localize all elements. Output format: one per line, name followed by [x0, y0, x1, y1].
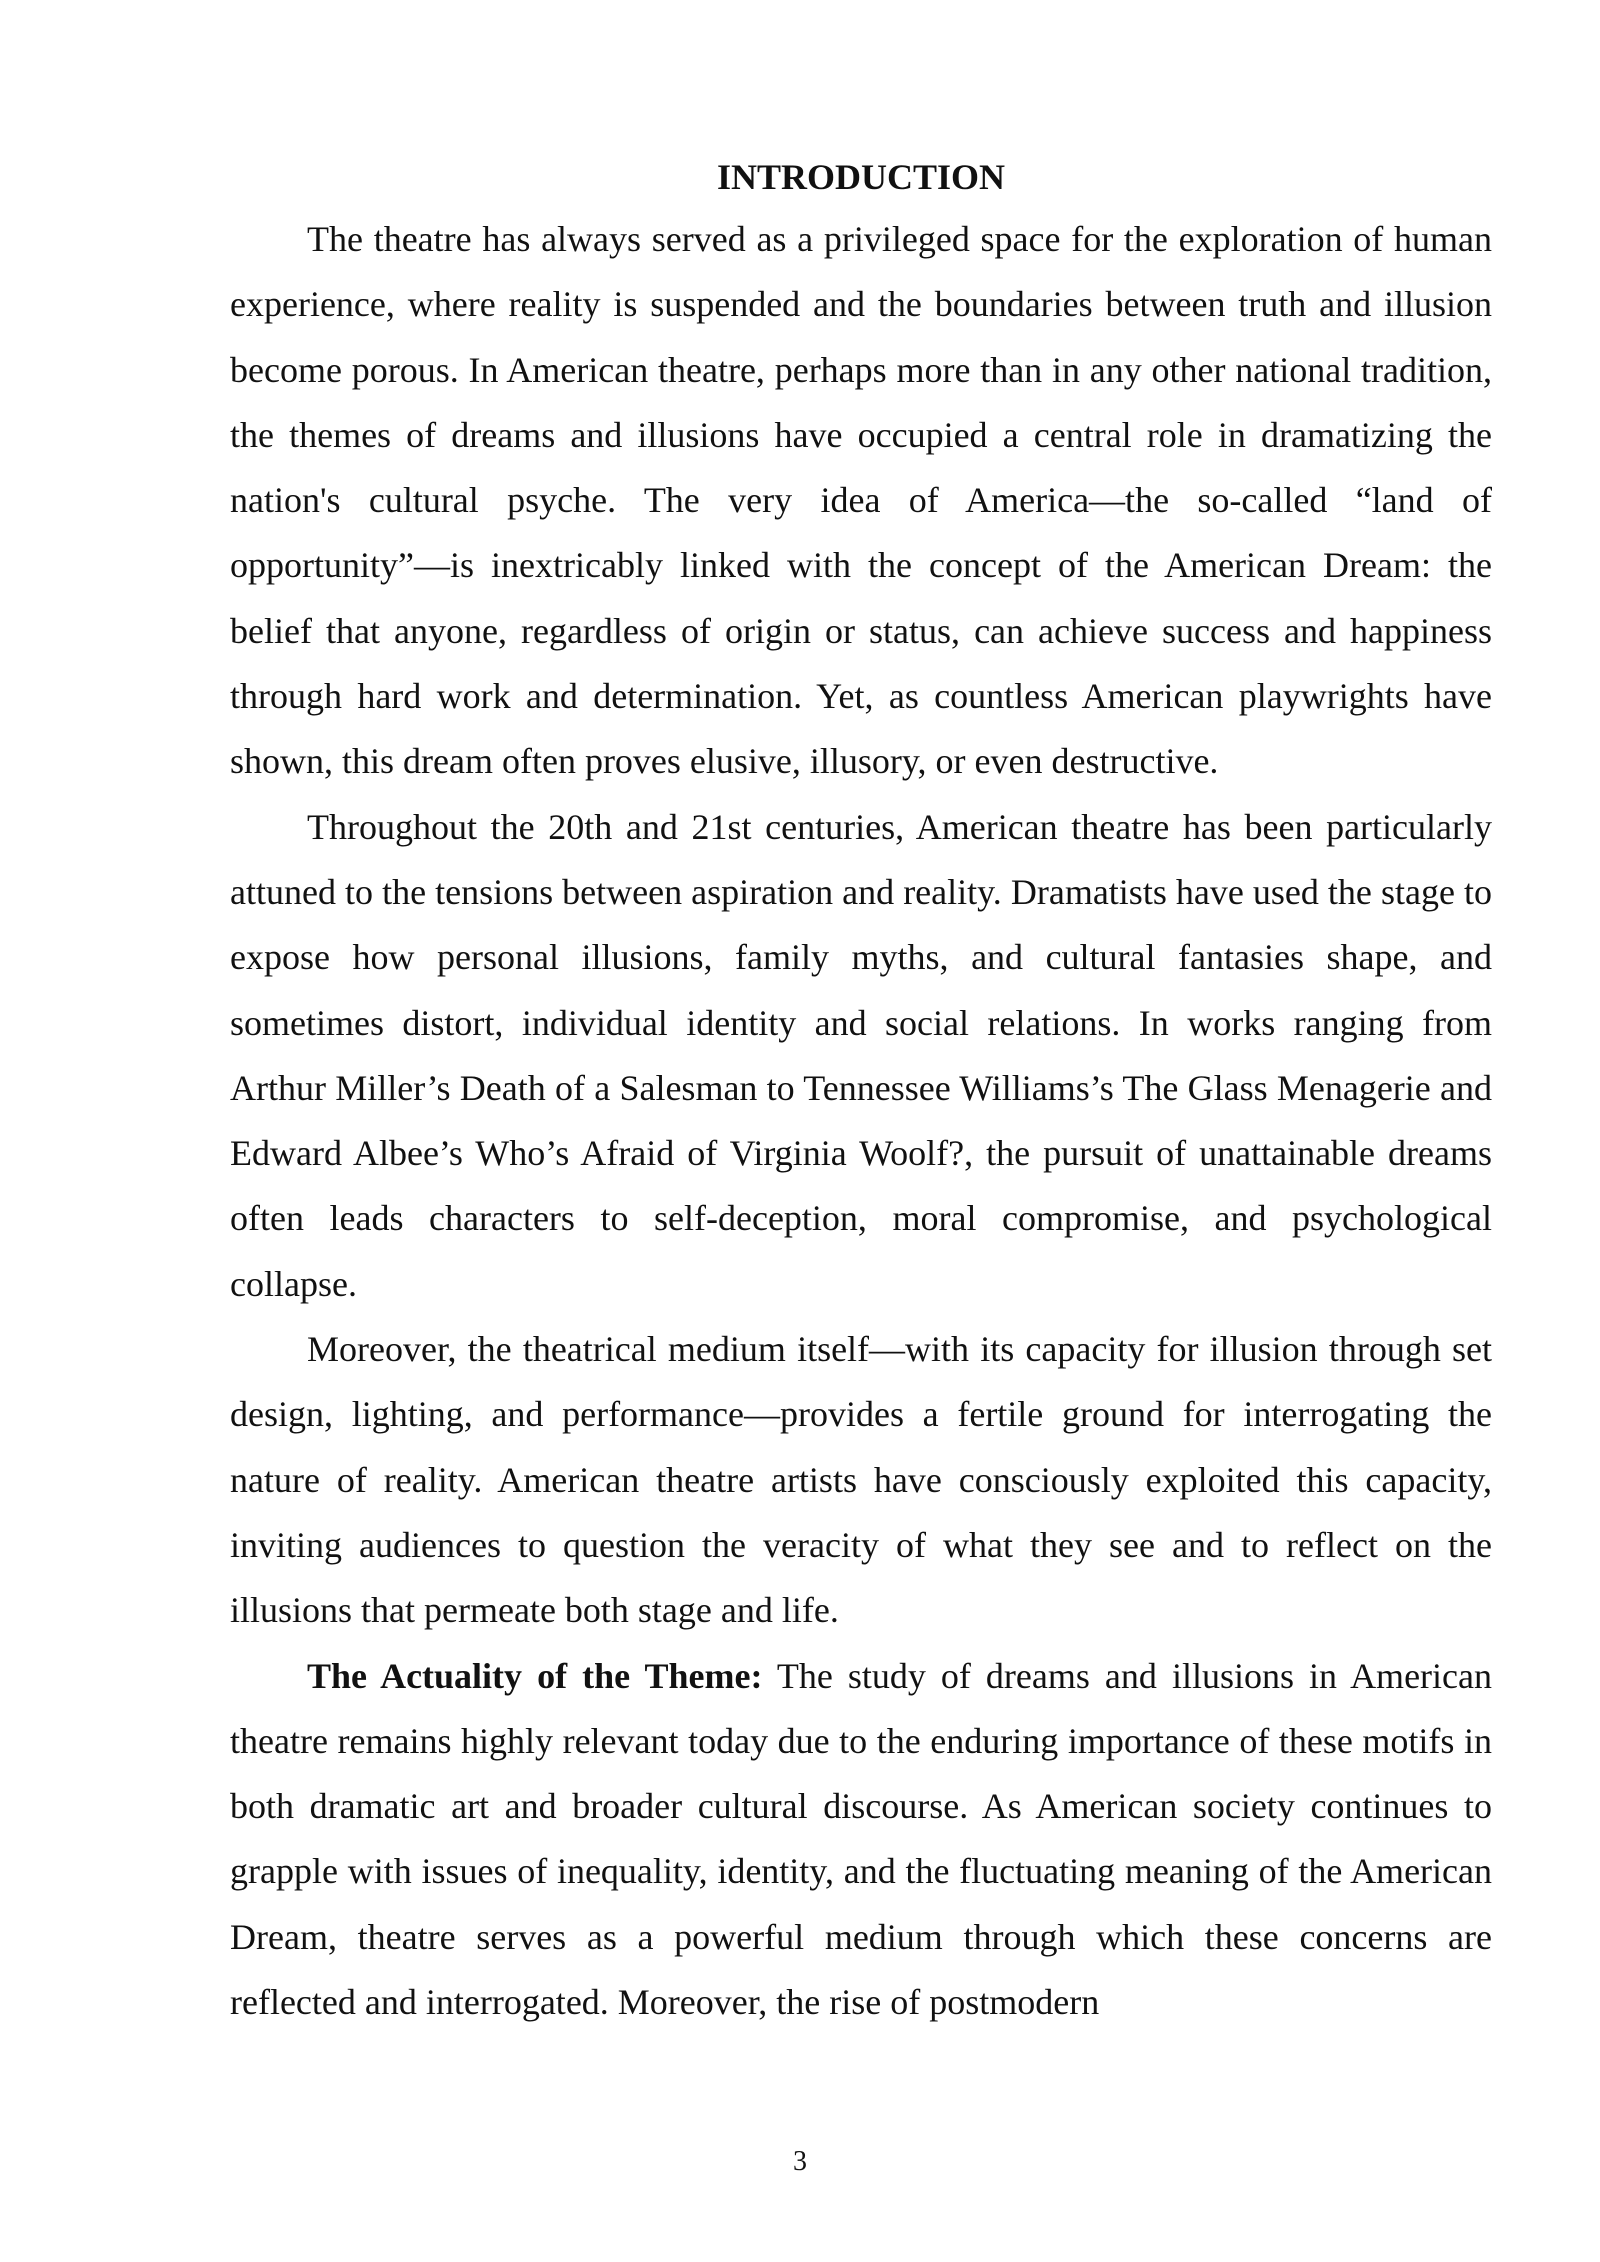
paragraph-2: Throughout the 20th and 21st centuries, American theatre has been particularly attuned to the tensions between aspiration and reality. Dramatists have used the stage to expose how personal illusions, family myths, and cultural fantasies shape, and sometimes distort, individual identity and social relations. In works ranging from Arthur Miller’s Death of a Salesman to Tennessee Williams’s The Glass Menagerie and Edward Albee’s Who’s Afraid of Virginia Woolf?, the pursuit of unattainable dreams often leads characters to self-deception, moral compromise, and psychological collapse.: [230, 806, 1492, 1304]
paragraph-4-body: The study of dreams and illusions in American theatre remains highly relevant today due to the enduring importance of these motifs in both dramatic art and broader cultural discourse. As American society continues to grapple with issues of inequality, identity, and the fluctuating meaning of the American Dream, theatre serves as a powerful medium through which these concerns are reflected and interrogated. Moreover, the rise of postmodern: [230, 1655, 1492, 2023]
paragraph-1: The theatre has always served as a privileged space for the exploration of human experience, where reality is suspended and the boundaries between truth and illusion become porous. In American theatre, perhaps more than in any other national tradition, the themes of dreams and illusions have occupied a central role in dramatizing the nation's cultural psyche. The very idea of America—the so-called “land of opportunity”—is inextricably linked with the concept of the American Dream: the belief that anyone, regardless of origin or status, can achieve success and happiness through hard work and determination. Yet, as countless American playwrights have shown, this dream often proves elusive, illusory, or even destructive.: [230, 219, 1492, 782]
paragraph-3: Moreover, the theatrical medium itself—with its capacity for illusion through set design, lighting, and performance—provides a fertile ground for interrogating the nature of reality. American theatre artists have consciously exploited this capacity, inviting audiences to question the veracity of what they see and to reflect on the illusions that permeate both stage and life.: [230, 1329, 1492, 1631]
page-number: 3: [793, 2146, 807, 2177]
paragraph-4-lead: The Actuality of the Theme:: [307, 1655, 763, 1696]
section-heading: INTRODUCTION: [716, 157, 1006, 197]
page-body: [230, 147, 1492, 2035]
paragraph-4: [230, 1644, 1492, 2036]
